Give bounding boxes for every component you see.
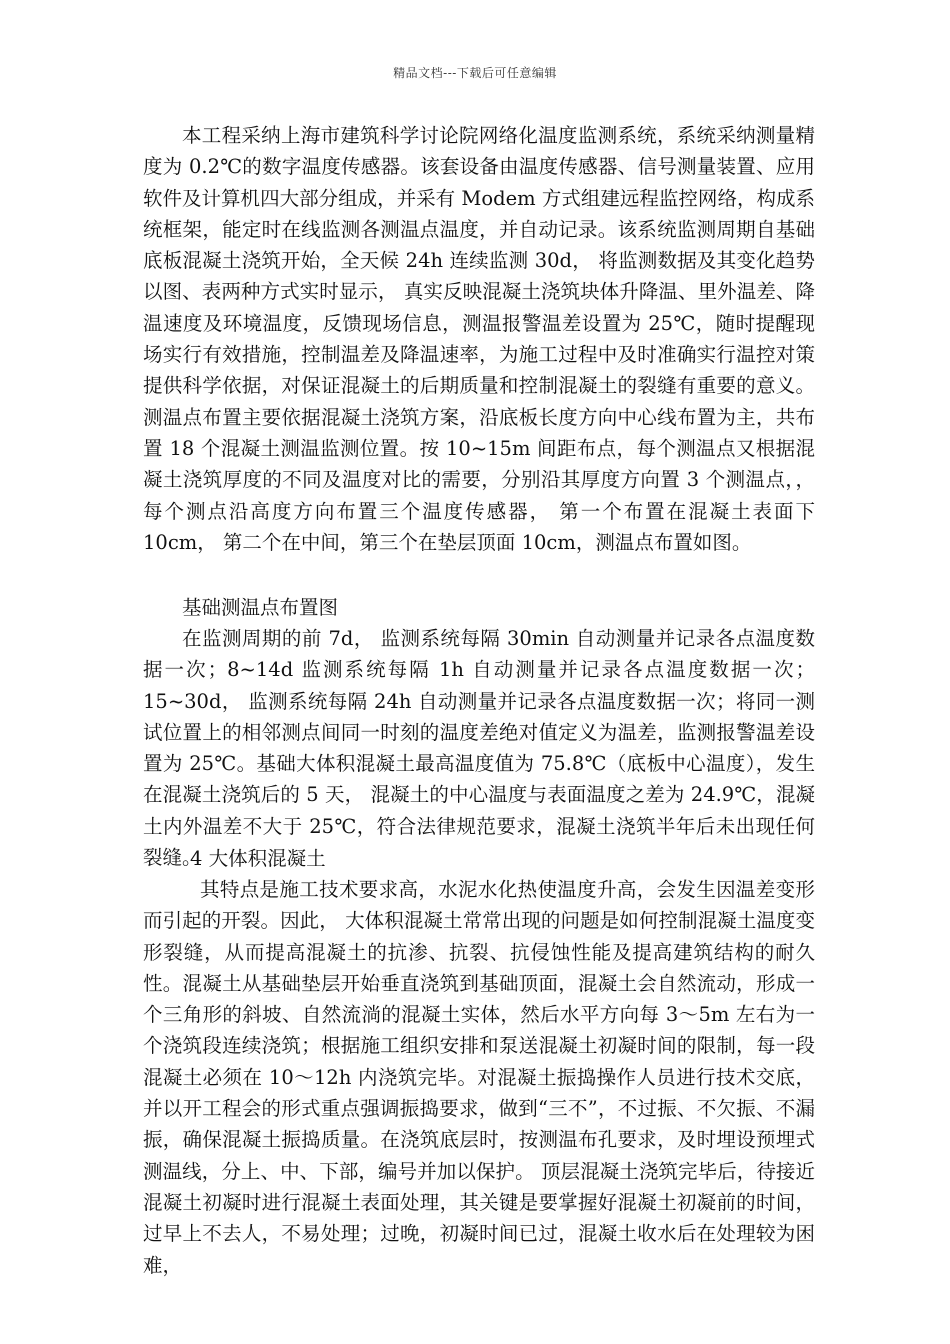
section-heading: 4 大体积混凝土 — [190, 847, 326, 870]
page-header: 精品文档---下载后可任意编辑 — [393, 66, 557, 80]
figure-caption: 基础测温点布置图 — [182, 596, 339, 619]
paragraph-temperature-monitoring-system: 本工程采纳上海市建筑科学讨论院网络化温度监测系统，系统采纳测量精度为 0.2℃的数字温度传感器。该套设备由温度传感器、信号测量装置、应用软件及计算机四大部分组成，并采有 Modem 方式组建远程监控网络，构成系统框架，能定时在线监测各测温点温度，并自动记录。该系统监测周期自基础底板混凝土浇筑开始，全天候 24h 连续监测 30d， 将监测数据及其变化趋势以图、表两种方式实时显示， 真实反映混凝土浇筑块体升降温、里外温差、降温速度及环境温度，反馈现场信息，测温报警温差设置为 25℃，随时提醒现场实行有效措施，控制温差及降温速率，为施工过程中及时准确实行温控对策提供科学依据，对保证混凝土的后期质量和控制混凝土的裂缝有重要的意义。测温点布置主要依据混凝土浇筑方案，沿底板长度方向中心线布置为主，共布置 18 个混凝土测温监测位置。按 10~15m 间距布点，每个测温点又根据混凝土浇筑厚度的不同及温度对比的需要，分别沿其厚度方向置 3 个测温点，，每个测点沿高度方向布置三个温度传感器， 第一个布置在混凝土表面下 10cm， 第二个在中间，第三个在垫层顶面 10cm，测温点布置如图。 — [143, 124, 815, 554]
paragraph-mass-concrete: 其特点是施工技术要求高，水泥水化热使温度升高，会发生因温差变形而引起的开裂。因此， 大体积混凝土常常出现的问题是如何控制混凝土温度变形裂缝，从而提高混凝土的抗渗、抗裂、抗侵蚀性能及提高建筑结构的耐久性。混凝土从基础垫层开始垂直浇筑到基础顶面，混凝土会自然流动，形成一个三角形的斜坡、自然流淌的混凝土实体，然后水平方向每 3～5m 左右为一个浇筑段连续浇筑；根据施工组织安排和泵送混凝土初凝时间的限制，每一段混凝土必须在 10～12h 内浇筑完毕。对混凝土振捣操作人员进行技术交底，并以开工程会的形式重点强调振捣要求，做到“三不”，不过振、不欠振、不漏振，确保混凝土振捣质量。在浇筑底层时，按测温布孔要求，及时埋设预埋式测温线，分上、中、下部，编号并加以保护。 顶层混凝土浇筑完毕后，待接近混凝土初凝时进行混凝土表面处理，其关键是要掌握好混凝土初凝前的时间，过早上不去人，不易处理；过晚，初凝时间已过，混凝土收水后在处理较为困难， — [143, 878, 815, 1277]
paragraph-monitoring-results: 在监测周期的前 7d， 监测系统每隔 30min 自动测量并记录各点温度数据一次；8~14d 监测系统每隔 1h 自动测量并记录各点温度数据一次；15~30d， 监测系统每隔 24h 自动测量并记录各点温度数据一次；将同一测试位置上的相邻测点间同一时刻的温度差绝对值定义为温差，监测报警温差设置为 25℃。基础大体积混凝土最高温度值为 75.8℃（底板中心温度），发生在混凝土浇筑后的 5 天， 混凝土的中心温度与表面温度之差为 24.9℃，混凝土内外温差不大于 25℃，符合法律规范要求，混凝土浇筑半年后未出现任何裂缝。 — [143, 627, 815, 870]
